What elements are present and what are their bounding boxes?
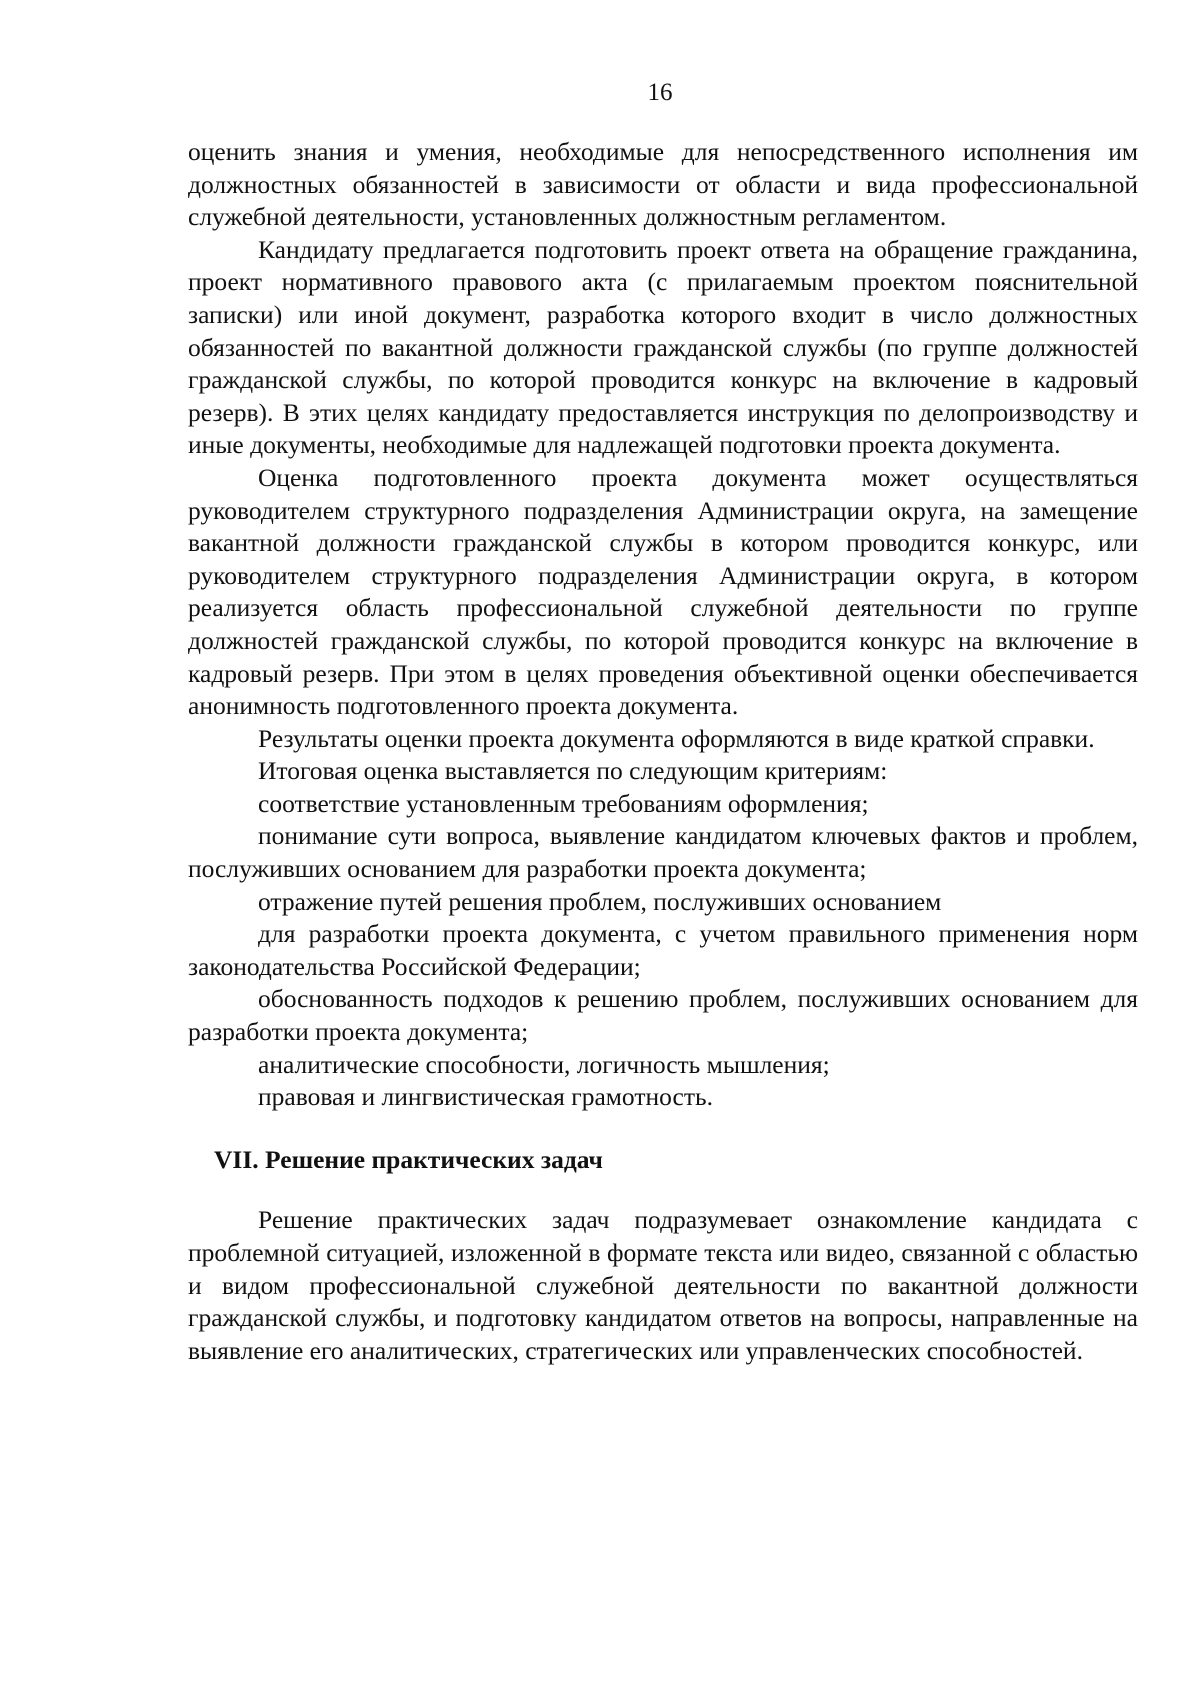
- document-body: [188, 136, 1138, 1367]
- criterion-item: обоснованность подходов к решению проблем, послуживших основанием для разработки проекта документа;: [188, 984, 1138, 1047]
- paragraph: Результаты оценки проекта документа оформляются в виде краткой справки.: [258, 723, 1095, 753]
- criterion-item: отражение путей решения проблем, послуживших основанием: [258, 886, 942, 916]
- paragraph: Кандидату предлагается подготовить проект ответа на обращение гражданина, проект нормативного правового акта (с прилагаемым проектом пояснительной записки) или иной документ, разработка которого входит в число должностных обязанностей по вакантной должности гражданской службы (по группе должностей гражданской службы, по которой проводится конкурс на включение в кадровый резерв). В этих целях кандидату предоставляется инструкция по делопроизводству и иные документы, необходимые для надлежащей подготовки проекта документа.: [188, 234, 1138, 460]
- paragraph: оценить знания и умения, необходимые для непосредственного исполнения им должностных обязанностей в зависимости от области и вида профессиональной служебной деятельности, установленных должностным регламентом.: [188, 137, 1138, 232]
- criterion-item: аналитические способности, логичность мышления;: [258, 1049, 830, 1079]
- paragraph: Решение практических задач подразумевает ознакомление кандидата с проблемной ситуацией, изложенной в формате текста или видео, связанной с областью и видом профессиональной служебной деятельности по вакантной должности гражданской службы, и подготовку кандидатом ответов на вопросы, направленные на выявление его аналитических, стратегических или управленческих способностей.: [188, 1205, 1138, 1365]
- criterion-item: для разработки проекта документа, с учетом правильного применения норм законодательства Российской Федерации;: [188, 919, 1138, 981]
- criterion-item: соответствие установленным требованиям оформления;: [258, 788, 869, 818]
- criterion-item: понимание сути вопроса, выявление кандидатом ключевых фактов и проблем, послуживших основанием для разработки проекта документа;: [188, 821, 1138, 884]
- section-heading: VII. Решение практических задач: [214, 1144, 603, 1174]
- criterion-item: правовая и лингвистическая грамотность.: [258, 1082, 713, 1112]
- criteria-intro: Итоговая оценка выставляется по следующим критериям:: [258, 756, 888, 786]
- paragraph: Оценка подготовленного проекта документа может осуществляться руководителем структурного подразделения Администрации округа, на замещение вакантной должности гражданской службы в котором проводится конкурс, или руководителем структурного подразделения Администрации округа, в котором реализуется область профессиональной служебной деятельности по группе должностей гражданской службы, по которой проводится конкурс на включение в кадровый резерв. При этом в целях проведения объективной оценки обеспечивается анонимность подготовленного проекта документа.: [188, 462, 1138, 721]
- page-number: 16: [647, 79, 673, 106]
